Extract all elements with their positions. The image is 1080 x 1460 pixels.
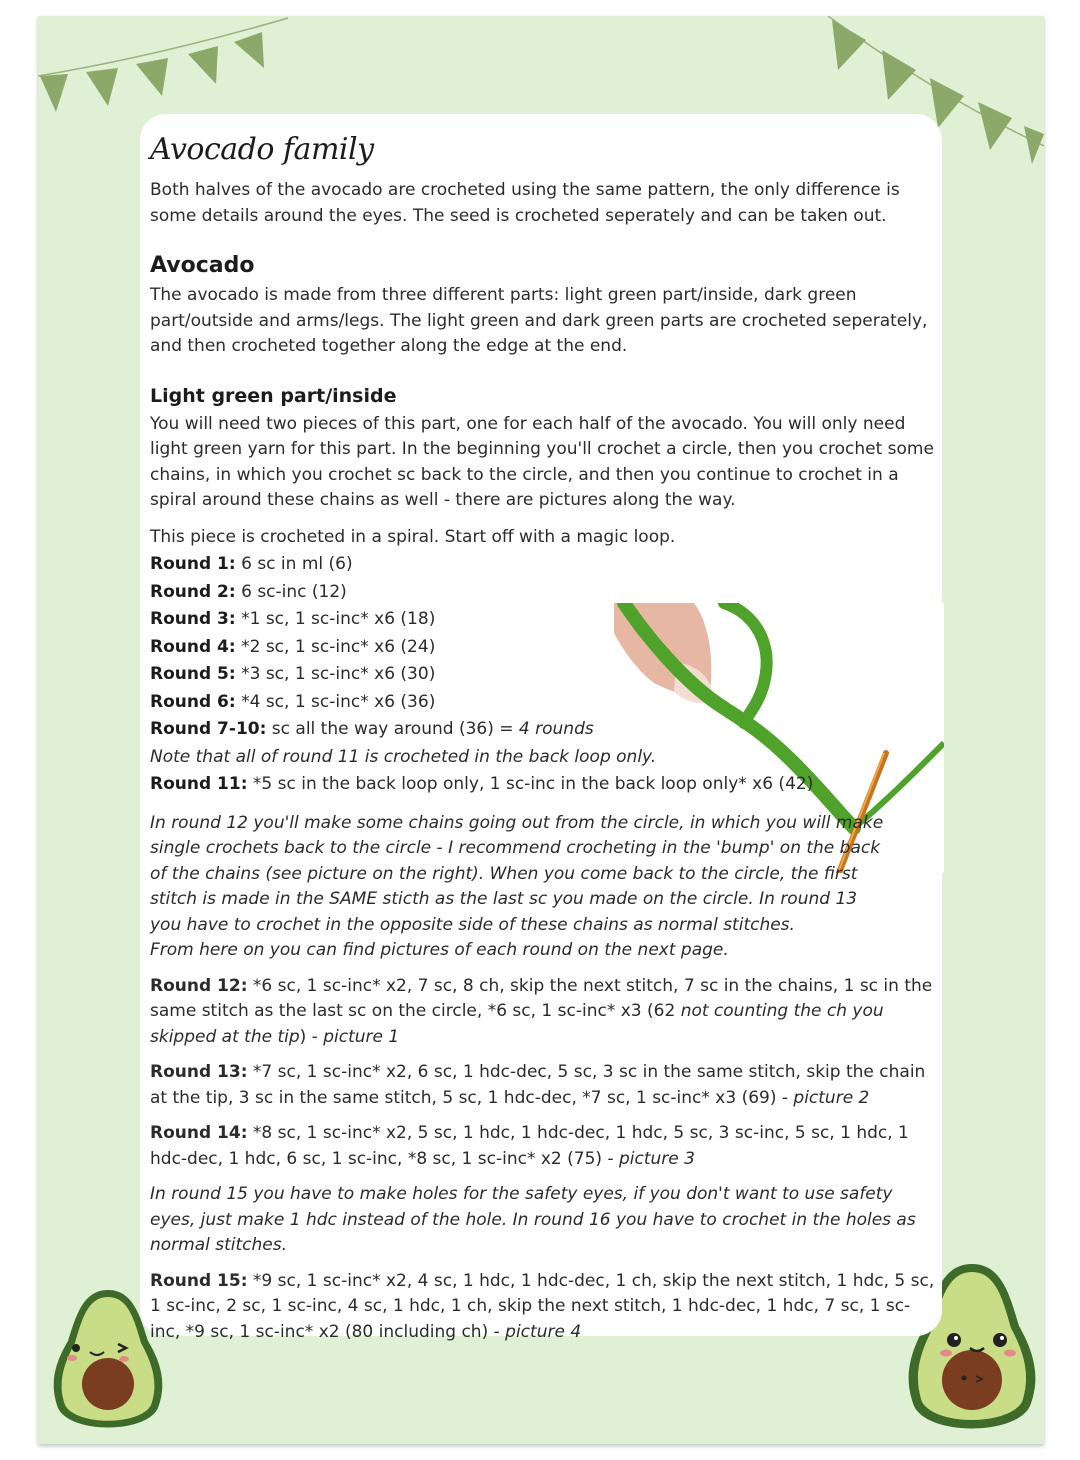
note-round-15: In round 15 you have to make holes for the safety eyes, if you don't want to use safety eyes, just make 1 hdc instead of the hole. In round 16 you have to crochet in the holes as normal stitches. bbox=[150, 1184, 916, 1255]
round-5: Round 5: *3 sc, 1 sc-inc* x6 (30) bbox=[150, 664, 436, 684]
light-green-text: You will need two pieces of this part, one for each half of the avocado. You will only need light green yarn for this part. In the beginning you'll crochet a circle, then you crochet some chains, in which you crochet sc back to the circle, and then you continue to crochet in a spiral around these chains as well - there are pictures along the way. bbox=[150, 413, 934, 510]
round-2: Round 2: 6 sc-inc (12) bbox=[150, 581, 347, 602]
page-title: Avocado family bbox=[150, 132, 374, 167]
document-content bbox=[150, 130, 940, 1355]
round-1: Round 1: 6 sc in ml (6) bbox=[150, 554, 353, 574]
round-12: Round 12: *6 sc, 1 sc-inc* x2, 7 sc, 8 ch, skip the next stitch, 7 sc in the chains, 1 sc in the same stitch as the last sc on the circle, *6 sc, 1 sc-inc* x3 (62 not counting the ch you skipped at the tip) - picture 1 bbox=[150, 975, 933, 1047]
round-11: Round 11: *5 sc in the back loop only, 1 sc-inc in the back loop only* x6 (42) bbox=[150, 774, 814, 794]
round-4: Round 4: *2 sc, 1 sc-inc* x6 (24) bbox=[150, 636, 436, 657]
note-round-12: In round 12 you'll make some chains going out from the circle, in which you will make single crochets back to the circle - I recommend crocheting in the 'bump' on the back of the chains (see picture on the right). When you come back to the circle, the first stitch is made in the SAME sticth as the last sc you made on the circle. In round 13 you have to crochet in the opposite side of these chains as normal stitches. bbox=[150, 812, 884, 935]
round-3: Round 3: *1 sc, 1 sc-inc* x6 (18) bbox=[150, 609, 436, 629]
spiral-text: This piece is crocheted in a spiral. Start off with a magic loop. bbox=[150, 526, 676, 547]
round-6: Round 6: *4 sc, 1 sc-inc* x6 (36) bbox=[150, 691, 436, 712]
note-round-11: Note that all of round 11 is crocheted in the back loop only. bbox=[150, 746, 657, 767]
round-7-10: Round 7-10: sc all the way around (36) = 4 rounds bbox=[150, 719, 594, 739]
round-14: Round 14: *8 sc, 1 sc-inc* x2, 5 sc, 1 hdc, 1 hdc-dec, 1 hdc, 5 sc, 3 sc-inc, 5 sc, 1 hdc, 1 hdc-dec, 1 hdc, 6 sc, 1 sc-inc, *8 sc, 1 sc-inc* x2 (75) - picture 3 bbox=[150, 1123, 909, 1169]
intro-text: Both halves of the avocado are crocheted using the same pattern, the only difference is some details around the eyes. The seed is crocheted seperately and can be taken out. bbox=[150, 180, 900, 226]
round-13: Round 13: *7 sc, 1 sc-inc* x2, 6 sc, 1 hdc-dec, 5 sc, 3 sc in the same stitch, skip the chain at the tip, 3 sc in the same stitch, 5 sc, 1 hdc-dec, *7 sc, 1 sc-inc* x3 (69) - picture 2 bbox=[150, 1062, 926, 1108]
light-green-heading: Light green part/inside bbox=[150, 384, 397, 407]
avocado-heading: Avocado bbox=[150, 253, 255, 278]
note-next-page: From here on you can find pictures of each round on the next page. bbox=[150, 940, 729, 960]
round-15: Round 15: *9 sc, 1 sc-inc* x2, 4 sc, 1 hdc, 1 hdc-dec, 1 ch, skip the next stitch, 1 hdc, 5 sc, 1 sc-inc, 2 sc, 1 sc-inc, 4 sc, 1 hdc, 1 ch, skip the next stitch, 1 hdc-dec, 1 hdc, 7 sc, 1 sc-inc, *9 sc, 1 sc-inc* x2 (80 including ch) - picture 4 bbox=[150, 1270, 935, 1342]
avocado-text: The avocado is made from three different parts: light green part/inside, dark green part/outside and arms/legs. The light green and dark green parts are crocheted seperately, and then crocheted together along the edge at the end. bbox=[150, 285, 928, 356]
